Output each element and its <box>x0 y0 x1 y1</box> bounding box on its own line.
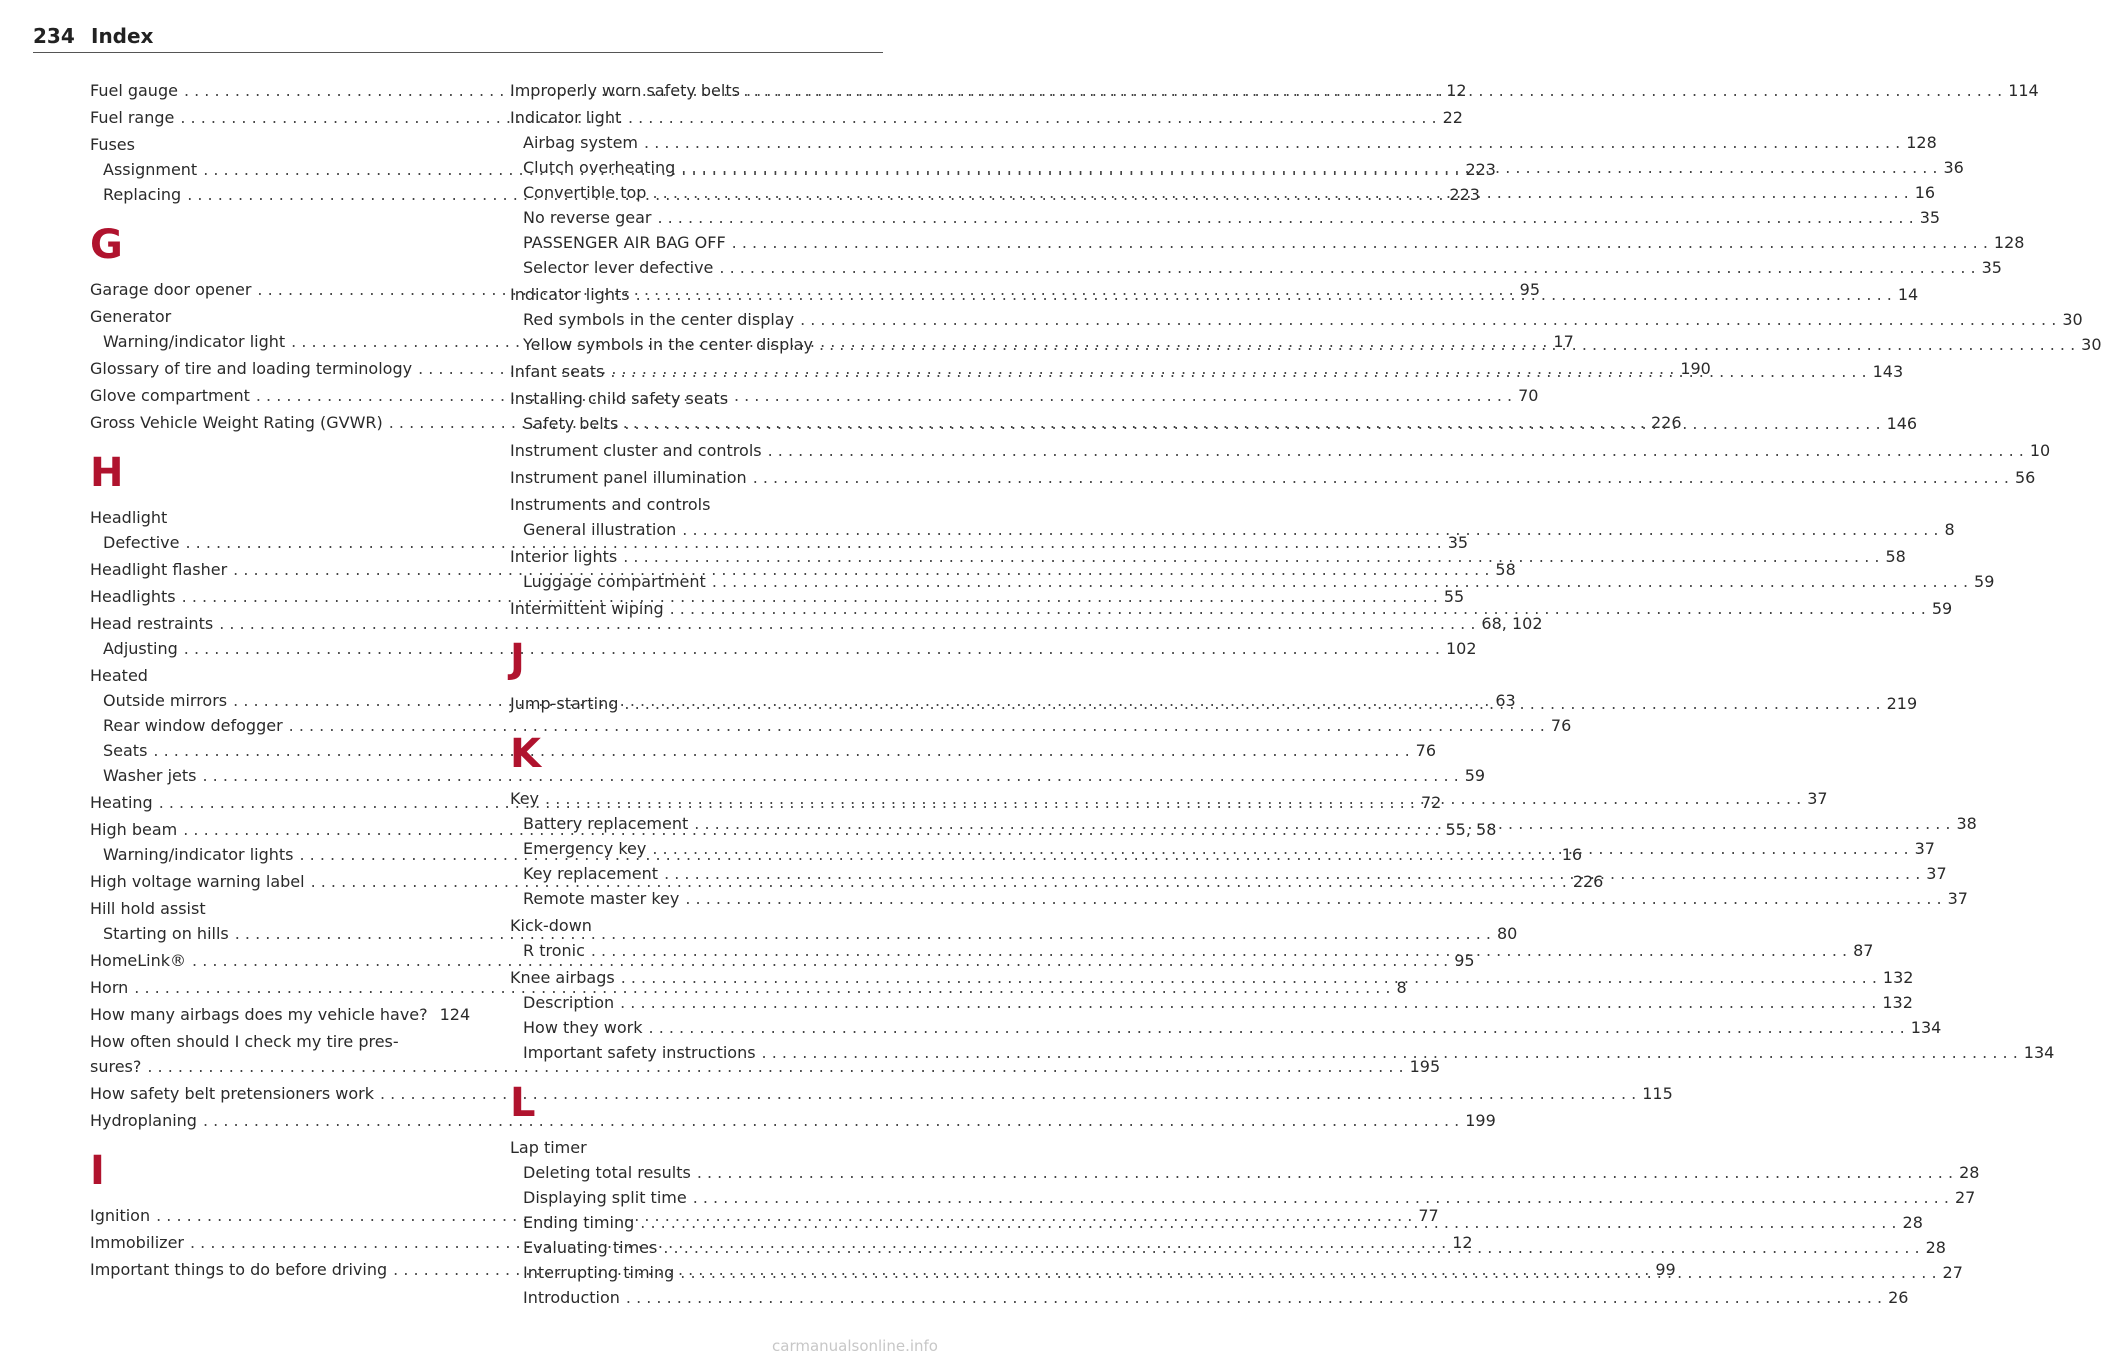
index-entry <box>90 304 464 329</box>
entry-label: Indicator lights <box>510 285 630 304</box>
entry-page-number: 128 <box>1906 133 1937 152</box>
entry-page-number: 37 <box>1914 839 1935 858</box>
index-entry <box>90 1054 1441 1079</box>
dot-leader <box>697 1160 1953 1185</box>
entry-label: Remote master key <box>523 889 680 908</box>
entry-label: Warning/indicator light <box>103 332 286 351</box>
entry-page-number: 59 <box>1931 599 1953 618</box>
entry-label: Key <box>510 789 540 808</box>
dot-leader <box>652 836 1908 861</box>
entry-page-number: 195 <box>1409 1057 1441 1076</box>
index-entry <box>90 611 1543 636</box>
entry-label: Yellow symbols in the center display <box>523 335 813 354</box>
entry-label: Hill hold assist <box>90 899 206 918</box>
entry-label: Starting on hills <box>103 924 229 943</box>
dot-leader <box>621 965 1877 990</box>
entry-label: Description <box>523 993 615 1012</box>
section-letter: G <box>90 222 123 268</box>
entry-page-number: 76 <box>1415 741 1437 760</box>
entry-label: Convertible top <box>523 183 647 202</box>
dot-leader <box>670 596 1926 621</box>
entry-page-number: 35 <box>1447 533 1469 552</box>
entry-page-number: 226 <box>1650 413 1682 432</box>
entry-label: Headlight flasher <box>90 560 228 579</box>
page-header <box>33 22 883 53</box>
entry-page-number: 12 <box>1446 81 1467 100</box>
dot-leader <box>624 411 1880 436</box>
entry-label: Safety belts <box>523 414 619 433</box>
section-letter: J <box>510 636 525 682</box>
index-subentry <box>510 255 2002 280</box>
dot-leader <box>591 938 1847 963</box>
entry-label: Indicator light <box>510 108 622 127</box>
entry-label: Interior lights <box>510 547 618 566</box>
index-entry <box>510 965 1914 990</box>
entry-label: Fuses <box>90 135 135 154</box>
section-letter: L <box>510 1080 536 1126</box>
entry-label: R tronic <box>523 941 585 960</box>
watermark: carmanualsonline.info <box>772 1337 938 1355</box>
entry-label: How often should I check my tire pres- <box>90 1032 399 1051</box>
index-subentry <box>510 886 1968 911</box>
index-entry <box>90 1081 1673 1106</box>
entry-page-number: 12 <box>1452 1233 1473 1252</box>
entry-page-number: 80 <box>1496 924 1518 943</box>
entry-page-number: 37 <box>1807 789 1828 808</box>
entry-page-number: 59 <box>1464 766 1486 785</box>
index-entry <box>510 438 2051 463</box>
dot-leader <box>626 1285 1882 1310</box>
entry-page-number: 190 <box>1680 359 1711 378</box>
dot-leader <box>657 205 1913 230</box>
entry-label: Ignition <box>90 1206 151 1225</box>
dot-leader <box>732 230 1988 255</box>
entry-label: Lap timer <box>510 1138 587 1157</box>
entry-page-number: 16 <box>1914 183 1936 202</box>
index-subentry <box>510 230 2025 255</box>
entry-page-number: 27 <box>1954 1188 1976 1207</box>
index-entry <box>510 913 883 938</box>
dot-leader <box>719 255 1975 280</box>
entry-label: How many airbags does my vehicle have? <box>90 1005 428 1024</box>
index-entry <box>90 896 464 921</box>
entry-label: Ending timing <box>523 1213 635 1232</box>
entry-label: High beam <box>90 820 178 839</box>
entry-label: Jump-starting <box>510 694 619 713</box>
dot-leader <box>652 180 1908 205</box>
section-letter: I <box>90 1148 105 1194</box>
entry-label: Adjusting <box>103 639 178 658</box>
entry-label: Glossary of tire and loading terminology <box>90 359 413 378</box>
entry-label: Rear window defogger <box>103 716 283 735</box>
entry-page-number: 134 <box>1910 1018 1942 1037</box>
dot-leader <box>685 886 1941 911</box>
entry-page-number: 95 <box>1454 951 1475 970</box>
entry-page-number: 17 <box>1553 332 1574 351</box>
entry-page-number: 28 <box>1925 1238 1946 1257</box>
entry-label: Red symbols in the center display <box>523 310 795 329</box>
entry-label: No reverse gear <box>523 208 652 227</box>
dot-leader <box>819 332 2075 357</box>
index-subentry <box>510 990 1913 1015</box>
entry-page-number: 30 <box>2081 335 2102 354</box>
entry-label: Gross Vehicle Weight Rating (GVWR) <box>90 413 383 432</box>
entry-page-number: 16 <box>1561 845 1583 864</box>
entry-label: Garage door opener <box>90 280 252 299</box>
entry-label: Head restraints <box>90 614 214 633</box>
entry-page-number: 28 <box>1959 1163 1980 1182</box>
entry-page-number: 59 <box>1974 572 1995 591</box>
entry-page-number: 14 <box>1897 285 1919 304</box>
index-entry <box>90 1029 464 1054</box>
index-entry <box>90 1108 1496 1133</box>
dot-leader <box>623 544 1879 569</box>
page-number: 234 <box>33 24 75 48</box>
dot-leader <box>624 691 1880 716</box>
entry-page-number: 102 <box>1446 639 1477 658</box>
entry-page-number: 124 <box>439 1005 471 1024</box>
entry-page-number: 95 <box>1519 280 1541 299</box>
entry-page-number: 143 <box>1872 362 1904 381</box>
entry-page-number: 223 <box>1449 185 1480 204</box>
entry-page-number: 132 <box>1882 968 1914 987</box>
dot-leader <box>664 861 1920 886</box>
entry-page-number: 72 <box>1420 793 1442 812</box>
index-subentry <box>510 1185 1976 1210</box>
entry-label: Evaluating times <box>523 1238 658 1257</box>
index-entry <box>510 1135 883 1160</box>
dot-leader <box>620 990 1876 1015</box>
entry-label: Clutch overheating <box>523 158 676 177</box>
dot-leader <box>768 438 2024 463</box>
entry-label: Generator <box>90 307 172 326</box>
index-entry <box>90 505 464 530</box>
entry-label: Defective <box>103 533 180 552</box>
entry-label: Kick-down <box>510 916 592 935</box>
index-entry <box>510 465 2036 490</box>
entry-label: Interrupting timing <box>523 1263 675 1282</box>
index-subentry <box>90 738 1437 763</box>
entry-label: HomeLink® <box>90 951 187 970</box>
entry-label: Instrument panel illumination <box>510 468 747 487</box>
entry-label: How safety belt pretensioners work <box>90 1084 374 1103</box>
dot-leader <box>694 811 1950 836</box>
entry-page-number: 114 <box>2008 81 2039 100</box>
entry-page-number: 223 <box>1465 160 1496 179</box>
index-entry <box>90 132 464 157</box>
entry-label: Fuel gauge <box>90 81 178 100</box>
entry-page-number: 30 <box>2062 310 2083 329</box>
entry-label: Deleting total results <box>523 1163 691 1182</box>
entry-label: Battery replacement <box>523 814 689 833</box>
entry-page-number: 132 <box>1882 993 1913 1012</box>
entry-label: Fuel range <box>90 108 175 127</box>
entry-page-number: 199 <box>1465 1111 1496 1130</box>
entry-page-number: 146 <box>1886 414 1918 433</box>
entry-label: Installing child safety seats <box>510 389 729 408</box>
section-letter: H <box>90 450 124 496</box>
entry-page-number: 115 <box>1642 1084 1673 1103</box>
entry-page-number: 226 <box>1572 872 1604 891</box>
dot-leader <box>640 1210 1896 1235</box>
dot-leader <box>681 155 1937 180</box>
entry-label: Luggage compartment <box>523 572 706 591</box>
entry-label: Instrument cluster and controls <box>510 441 762 460</box>
entry-label: Immobilizer <box>90 1233 184 1252</box>
entry-page-number: 87 <box>1853 941 1874 960</box>
entry-label: General illustration <box>523 520 677 539</box>
dot-leader <box>545 786 1801 811</box>
entry-page-number: 134 <box>2023 1043 2055 1062</box>
entry-label: Assignment <box>103 160 198 179</box>
entry-page-number: 55 <box>1443 587 1465 606</box>
dot-leader <box>644 130 1900 155</box>
index-subentry <box>510 1040 2055 1065</box>
entry-label: High voltage warning label <box>90 872 305 891</box>
index-entry <box>510 105 883 130</box>
entry-page-number: 26 <box>1888 1288 1909 1307</box>
dot-leader <box>256 383 1512 408</box>
entry-page-number: 38 <box>1956 814 1977 833</box>
entry-label: Hydroplaning <box>90 1111 197 1130</box>
entry-page-number: 8 <box>1396 978 1407 997</box>
entry-label: Infant seats <box>510 362 605 381</box>
index-entry <box>90 663 464 688</box>
dot-leader <box>680 1260 1936 1285</box>
entry-label: Washer jets <box>103 766 197 785</box>
entry-page-number: 68, 102 <box>1481 614 1543 633</box>
section-letter: K <box>510 731 541 777</box>
entry-label: Heated <box>90 666 148 685</box>
entry-label: Emergency key <box>523 839 647 858</box>
index-entry <box>510 544 1906 569</box>
entry-label: Airbag system <box>523 133 639 152</box>
entry-page-number: 10 <box>2029 441 2051 460</box>
entry-page-number: 70 <box>1518 386 1539 405</box>
dot-leader <box>289 713 1545 738</box>
index-subentry <box>510 307 2083 332</box>
entry-label: Important safety instructions <box>523 1043 756 1062</box>
entry-page-number: 36 <box>1943 158 1964 177</box>
index-subentry <box>510 1285 1909 1310</box>
entry-page-number: 22 <box>1442 108 1463 127</box>
entry-page-number: 128 <box>1993 233 2025 252</box>
dot-leader <box>800 307 2056 332</box>
index-subentry <box>90 530 1469 555</box>
page-title: Index <box>91 24 154 48</box>
entry-label: Outside mirrors <box>103 691 228 710</box>
dot-leader <box>746 78 2002 103</box>
entry-page-number: 55, 58 <box>1445 820 1497 839</box>
dot-leader <box>693 1185 1949 1210</box>
entry-label: PASSENGER AIR BAG OFF <box>523 233 726 252</box>
index-subentry <box>510 205 1941 230</box>
entry-page-number: 58 <box>1885 547 1906 566</box>
dot-leader <box>682 517 1938 542</box>
index-subentry <box>90 763 1486 788</box>
entry-page-number: 37 <box>1947 889 1968 908</box>
index-subentry <box>510 1160 1980 1185</box>
entry-page-number: 99 <box>1655 1260 1676 1279</box>
index-subentry <box>90 713 1572 738</box>
entry-page-number: 35 <box>1919 208 1941 227</box>
entry-label: Horn <box>90 978 129 997</box>
dot-leader <box>712 569 1968 594</box>
entry-page-number: 77 <box>1418 1206 1439 1225</box>
entry-page-number: 63 <box>1495 691 1516 710</box>
dot-leader <box>636 282 1892 307</box>
index-entry <box>510 386 883 411</box>
entry-page-number: 27 <box>1942 1263 1963 1282</box>
entry-page-number: 219 <box>1886 694 1918 713</box>
entry-label: sures? <box>90 1057 142 1076</box>
entry-label: Warning/indicator lights <box>103 845 294 864</box>
index-subentry <box>510 517 1955 542</box>
entry-label: Heating <box>90 793 153 812</box>
index-entry <box>510 492 883 517</box>
dot-leader <box>753 465 2009 490</box>
entry-label: Knee airbags <box>510 968 615 987</box>
index-subentry <box>510 1015 1942 1040</box>
entry-label: Intermittent wiping <box>510 599 664 618</box>
entry-page-number: 37 <box>1926 864 1947 883</box>
dot-leader <box>663 1235 1919 1260</box>
index-subentry <box>510 130 1937 155</box>
entry-page-number: 58 <box>1495 560 1516 579</box>
entry-label: Headlight <box>90 508 168 527</box>
dot-leader <box>649 1015 1905 1040</box>
index-entry <box>90 1002 471 1027</box>
entry-label: Selector lever defective <box>523 258 714 277</box>
entry-label: Improperly worn safety belts <box>510 81 740 100</box>
index-subentry <box>90 636 1477 661</box>
entry-label: How they work <box>523 1018 643 1037</box>
entry-label: Key replacement <box>523 864 659 883</box>
entry-label: Displaying split time <box>523 1188 687 1207</box>
entry-label: Seats <box>103 741 148 760</box>
entry-label: Headlights <box>90 587 176 606</box>
entry-page-number: 35 <box>1981 258 2002 277</box>
entry-page-number: 28 <box>1902 1213 1923 1232</box>
entry-page-number: 56 <box>2014 468 2036 487</box>
entry-label: Instruments and controls <box>510 495 711 514</box>
entry-label: Glove compartment <box>90 386 250 405</box>
dot-leader <box>610 359 1866 384</box>
entry-label: Important things to do before driving <box>90 1260 388 1279</box>
dot-leader <box>762 1040 2018 1065</box>
entry-page-number: 8 <box>1944 520 1955 539</box>
entry-label: Introduction <box>523 1288 620 1307</box>
entry-label: Replacing <box>103 185 182 204</box>
entry-page-number: 76 <box>1550 716 1572 735</box>
